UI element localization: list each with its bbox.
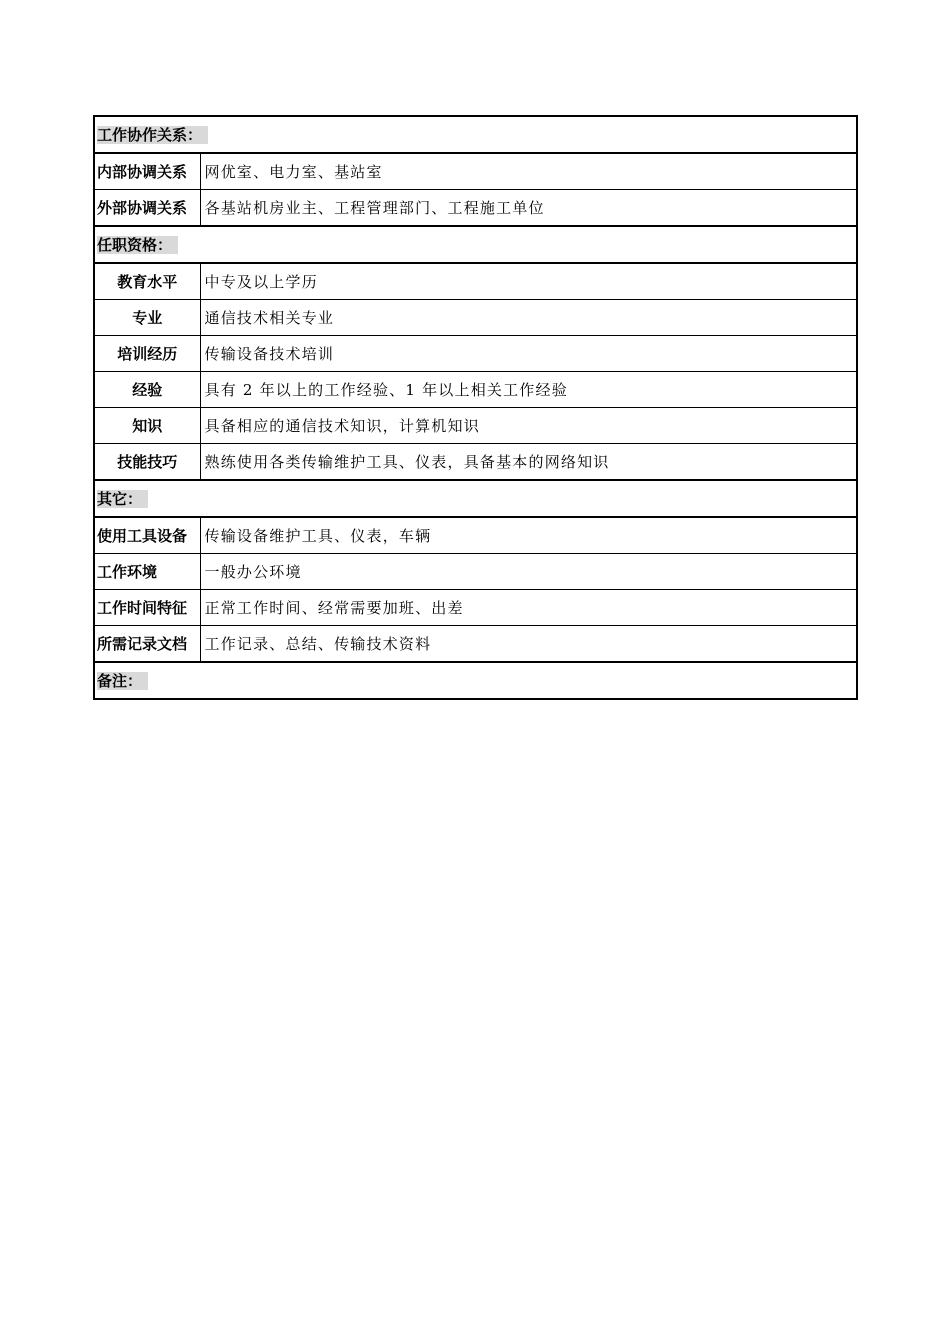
table-row — [94, 153, 857, 190]
row-label-knowledge: 知识 — [94, 408, 200, 444]
table-row — [94, 554, 857, 590]
row-value-records: 工作记录、总结、传输技术资料 — [200, 626, 857, 663]
table-row — [94, 444, 857, 481]
section-row-cooperation — [94, 116, 857, 153]
row-value-experience: 具有 2 年以上的工作经验、1 年以上相关工作经验 — [200, 372, 857, 408]
row-label-major: 专业 — [94, 300, 200, 336]
row-value-skills: 熟练使用各类传输维护工具、仪表，具备基本的网络知识 — [200, 444, 857, 481]
row-value-training: 传输设备技术培训 — [200, 336, 857, 372]
row-value-work-hours: 正常工作时间、经常需要加班、出差 — [200, 590, 857, 626]
row-label-work-hours: 工作时间特征 — [94, 590, 200, 626]
section-row-qualifications — [94, 226, 857, 263]
job-description-table — [93, 115, 858, 700]
section-row-other — [94, 480, 857, 517]
row-value-tools-equipment: 传输设备维护工具、仪表，车辆 — [200, 517, 857, 554]
row-label-records: 所需记录文档 — [94, 626, 200, 663]
row-label-internal-coordination: 内部协调关系 — [94, 153, 200, 190]
table-row — [94, 517, 857, 554]
table-row — [94, 263, 857, 300]
section-title-remarks: 备注： — [97, 672, 148, 690]
row-value-external-coordination: 各基站机房业主、工程管理部门、工程施工单位 — [200, 190, 857, 227]
table-row — [94, 408, 857, 444]
row-label-tools-equipment: 使用工具设备 — [94, 517, 200, 554]
row-label-education: 教育水平 — [94, 263, 200, 300]
table-row — [94, 372, 857, 408]
row-value-major: 通信技术相关专业 — [200, 300, 857, 336]
row-value-knowledge: 具备相应的通信技术知识，计算机知识 — [200, 408, 857, 444]
row-value-work-environment: 一般办公环境 — [200, 554, 857, 590]
table-row — [94, 590, 857, 626]
section-title-other: 其它： — [97, 490, 148, 508]
section-title-cooperation: 工作协作关系： — [97, 126, 208, 144]
table-row — [94, 300, 857, 336]
row-value-internal-coordination: 网优室、电力室、基站室 — [200, 153, 857, 190]
row-label-work-environment: 工作环境 — [94, 554, 200, 590]
table-row — [94, 626, 857, 663]
table-row — [94, 336, 857, 372]
section-row-remarks — [94, 662, 857, 699]
section-title-qualifications: 任职资格： — [97, 236, 178, 254]
row-value-education: 中专及以上学历 — [200, 263, 857, 300]
row-label-training: 培训经历 — [94, 336, 200, 372]
row-label-external-coordination: 外部协调关系 — [94, 190, 200, 227]
row-label-experience: 经验 — [94, 372, 200, 408]
table-row — [94, 190, 857, 227]
row-label-skills: 技能技巧 — [94, 444, 200, 481]
